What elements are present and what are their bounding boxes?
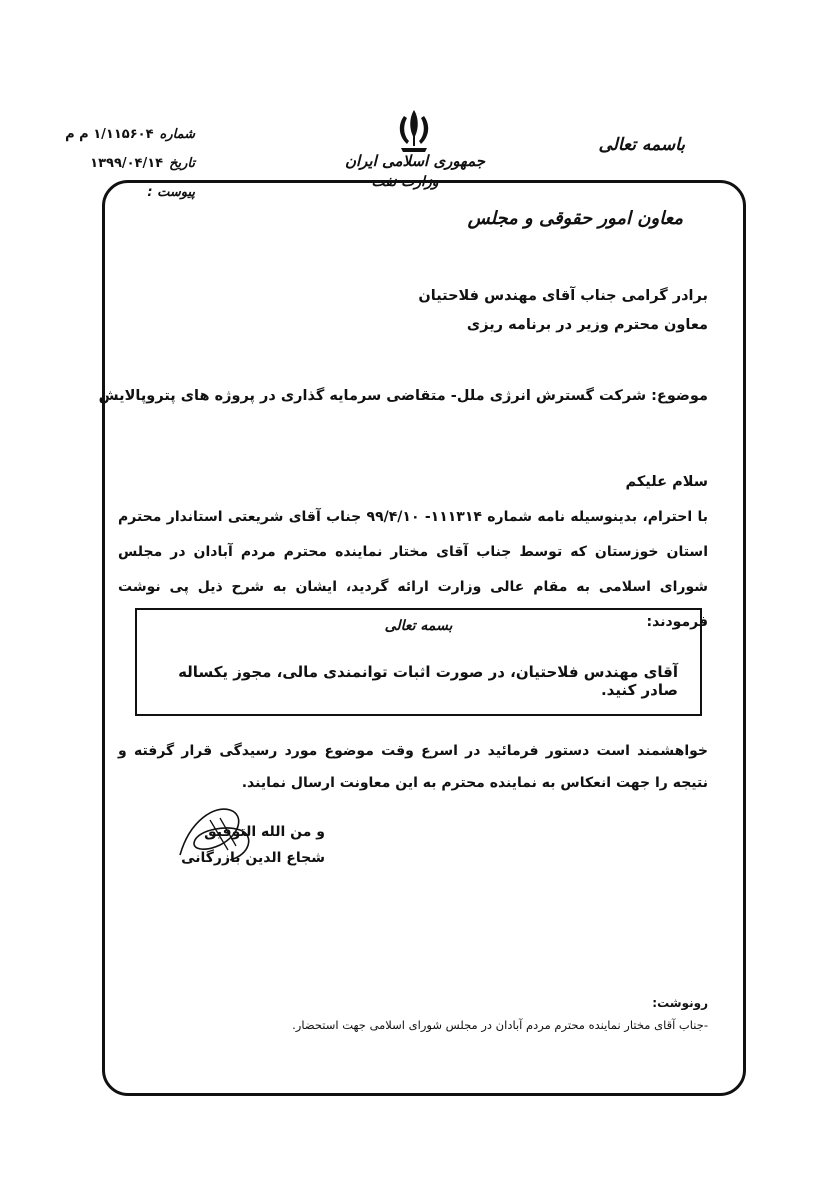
letter-date-value: ۱۳۹۹/۰۴/۱۴	[90, 156, 164, 171]
header-bismillah: باسمه تعالی	[598, 135, 685, 155]
department-title: معاون امور حقوقی و مجلس	[467, 208, 683, 229]
letter-date-label: تاریخ	[169, 156, 195, 171]
letter-date-row	[25, 149, 195, 178]
letter-subject: موضوع: شرکت گسترش انرژی ملل- متقاضی سرمایه گذاری در پروژه های پتروپالایش	[98, 388, 708, 404]
greeting: سلام علیکم	[625, 474, 708, 490]
letter-number-label: شماره	[159, 127, 195, 142]
letter-number-row	[25, 120, 195, 149]
iran-emblem-icon	[395, 108, 433, 154]
quote-heading: بسمه تعالی	[384, 618, 453, 634]
letter-number-value: ۱/۱۱۵۶۰۴ م م	[65, 127, 154, 142]
signoff: و من الله التوفیق	[204, 824, 325, 840]
cc-text: -جناب آقای مختار نماینده محترم مردم آبادان در مجلس شورای اسلامی جهت استحضار.	[292, 1018, 708, 1032]
addressee-name: برادر گرامی جناب آقای مهندس فلاحتیان	[418, 288, 708, 304]
cc-label: رونوشت:	[652, 996, 708, 1010]
addressee-title: معاون محترم وزیر در برنامه ریزی	[466, 317, 708, 333]
quote-text: آقای مهندس فلاحتیان، در صورت اثبات توانمندی مالی، مجوز یکساله صادر کنید.	[178, 663, 678, 699]
closing-paragraph: خواهشمند است دستور فرمائید در اسرع وقت موضوع مورد رسیدگی قرار گرفته و نتیجه را جهت انعکاس به نماینده محترم به این معاونت ارسال نمایند.	[118, 743, 708, 791]
signature-scribble	[170, 800, 265, 870]
republic-title: جمهوری اسلامی ایران	[344, 152, 486, 170]
letter-body: با احترام، بدینوسیله نامه شماره ۱۱۱۳۱۴- ۹۹/۴/۱۰ جناب آقای شریعتی استاندار محترم استان خوزستان که توسط جناب آقای مختار نماینده محترم مردم آبادان در مجلس شورای اسلامی به مقام عالی وزارت ارائه گردید، ایشان به شرح ذیل پی نوشت فرمودند:	[118, 509, 708, 630]
signer-name: شجاع الدین بازرگانی	[181, 850, 325, 866]
